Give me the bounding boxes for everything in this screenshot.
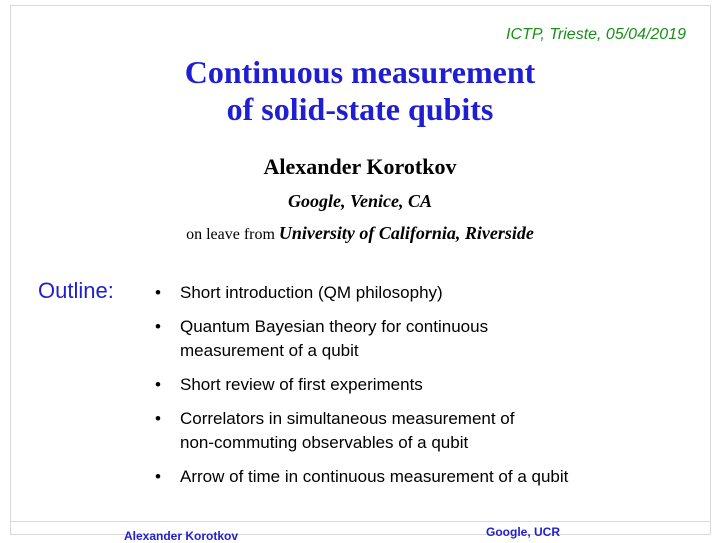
author-name: Alexander Korotkov xyxy=(263,154,457,179)
outline-list xyxy=(155,281,675,499)
outline-item-text-cont: non-commuting observables of a qubit xyxy=(180,433,469,452)
outline-item xyxy=(155,407,675,455)
footer-divider xyxy=(10,521,711,522)
footer-author: Alexander Korotkov xyxy=(124,529,239,543)
footer-org: Google, UCR xyxy=(486,525,560,539)
bullet-icon: • xyxy=(155,467,161,486)
slide-title xyxy=(0,54,720,128)
bullet-icon: • xyxy=(155,317,161,336)
outline-label: Outline: xyxy=(38,278,114,303)
leave-prefix: on leave from xyxy=(186,226,279,243)
outline-item-text: Correlators in simultaneous measurement of xyxy=(180,409,515,428)
outline-item xyxy=(155,281,675,305)
outline-item-text-cont: measurement of a qubit xyxy=(180,341,359,360)
outline-item-text: Arrow of time in continuous measurement of a qubit xyxy=(180,467,569,486)
title-line-1: Continuous measurement xyxy=(184,54,536,90)
bullet-icon: • xyxy=(155,375,161,394)
outline-item xyxy=(155,373,675,397)
outline-item-text: Short introduction (QM philosophy) xyxy=(180,283,443,302)
title-line-2: of solid-state qubits xyxy=(226,91,494,127)
outline-item xyxy=(155,465,675,489)
bullet-icon: • xyxy=(155,409,161,428)
university-name: University of California, Riverside xyxy=(278,223,534,243)
venue-date: ICTP, Trieste, 05/04/2019 xyxy=(506,26,686,43)
leave-line xyxy=(0,223,720,244)
outline-item xyxy=(155,315,675,363)
outline-item-text: Quantum Bayesian theory for continuous xyxy=(180,317,489,336)
outline-item-text: Short review of first experiments xyxy=(180,375,423,394)
bullet-icon: • xyxy=(155,283,161,302)
affiliation: Google, Venice, CA xyxy=(288,191,432,211)
